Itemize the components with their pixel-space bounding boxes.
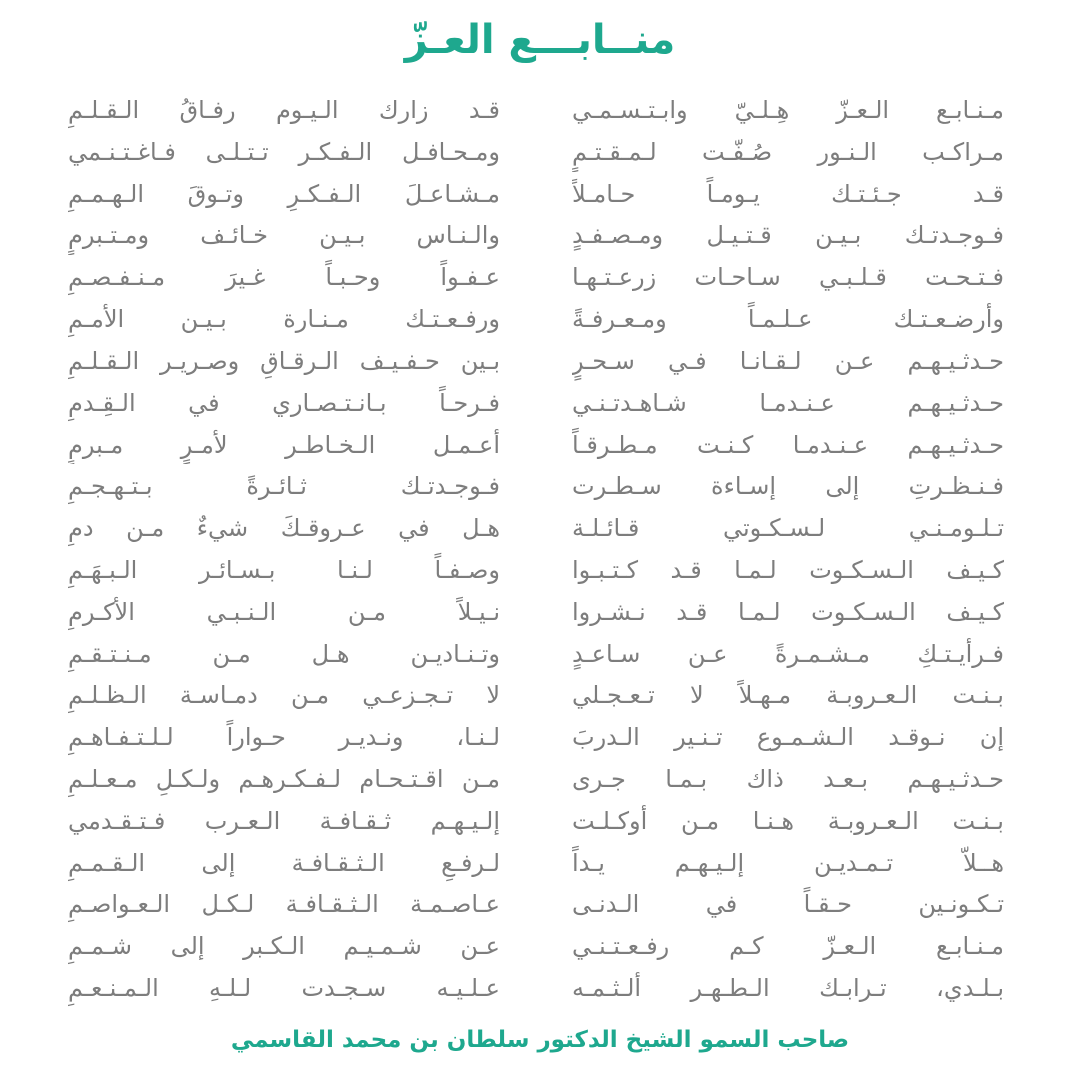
left-verse-line-15: لا تـجـزعـي مـن دمـاسـة الـظـلـمِ [68, 681, 500, 710]
poem-left-column [68, 88, 500, 1008]
right-verse-line-2: مـراكـب الـنـور صُـفّـت لـمـقـتـمٍ [572, 137, 1004, 166]
right-verse-line-8: حـدثـيـهـم عـنـدمـا شـاهـدتـنـي [572, 388, 1004, 417]
right-verse-line-18: بـنـت الـعـروبـة هـنـا مـن أوكـلـت [572, 806, 1004, 835]
right-verse-line-9: حـدثـيـهـم عـنـدمـا كـنـت مـطـرقـاً [572, 430, 1004, 459]
left-verse-line-20: عـاصـمـة الـثـقـافـة لـكـل الـعـواصـمِ [68, 890, 500, 919]
left-verse-line-5: عـفـواً وحـبـاً غـيرَ مـنـفـصـمِ [68, 263, 500, 292]
left-verse-line-12: وصـفـاً لـنـا بـسـائـر الـبـهَـمِ [68, 555, 500, 584]
left-verse-line-14: وتـنـاديـن هـل مـن مـنـتـقـمِ [68, 639, 500, 668]
right-verse-line-10: فـنـظـرتِ إلى إسـاءة سـطـرت [572, 472, 1004, 501]
right-verse-line-7: حـدثـيـهـم عـن لـقـانـا فـي سـحـرٍ [572, 346, 1004, 375]
left-verse-line-21: عـن شـمـيـم الـكـبر إلى شـمـمِ [68, 932, 500, 961]
left-verse-line-16: لـنـا، ونـديـر حـواراً لـلـتـفـاهـمِ [68, 723, 500, 752]
left-verse-line-19: لـرفـعِ الـثـقـافـة إلى الـقـمـمِ [68, 848, 500, 877]
left-verse-line-2: ومـحـافـل الـفـكـر تـتـلـى فـاغـتـنـمي [68, 137, 500, 166]
right-verse-line-3: قـد جـئـتـك يـومـاً حـامـلاً [572, 179, 1004, 208]
left-verse-line-13: نـيـلاً مـن الـنـبـي الأكـرمِ [68, 597, 500, 626]
left-verse-line-4: والـنـاس بـيـن خـائـف ومـتـبرمٍ [68, 221, 500, 250]
right-verse-line-6: وأرضـعـتـك عـلـمـاً ومـعـرفـةً [572, 305, 1004, 334]
left-verse-line-3: مـشـاعـلَ الـفـكـرِ وتـوقَ الـهـمـمِ [68, 179, 500, 208]
right-verse-line-15: بـنـت الـعـروبـة مـهـلاً لا تـعـجـلي [572, 681, 1004, 710]
poem-right-column [572, 88, 1004, 1008]
right-verse-line-14: فـرأيـتـكِ مـشـمـرةً عـن سـاعـدٍ [572, 639, 1004, 668]
left-verse-line-17: مـن اقـتـحـام لـفـكـرهـم ولـكـلِ مـعـلـمِ [68, 765, 500, 793]
left-verse-line-8: فـرحـاً بـانـتـصـاري في الـقِـدمِ [68, 388, 500, 417]
left-verse-line-9: أعـمـل الـخـاطـر لأمـرٍ مـبرمٍ [68, 430, 500, 459]
left-verse-line-1: قـد زارك الـيـوم رفـاقُ الـقـلـمِ [68, 96, 500, 124]
right-verse-line-20: تـكـونـين حـقـاً في الـدنـى [572, 890, 1004, 919]
left-verse-line-11: هـل في عـروقـكَ شيءٌ مـن دمِ [68, 514, 500, 543]
poem-author: صاحب السمو الشيخ الدكتور سلطان بن محمد القاسمي [230, 1027, 850, 1053]
right-verse-line-16: إن نـوقـد الـشـمـوع تـنـير الـدربَ [572, 723, 1004, 752]
right-verse-line-21: مـنـابـع الـعـزّ كـم رفـعـتـنـي [572, 932, 1004, 961]
left-verse-line-22: عـلـيـه سـجـدت لـلـهِ الـمـنـعـمِ [68, 974, 500, 1003]
left-verse-line-10: فـوجـدتـك ثـائـرةً بـتـهـجـمِ [68, 472, 500, 501]
left-verse-line-7: بـين حـفـيـف الـرقـاقِ وصـريـر الـقـلـمِ [68, 346, 500, 375]
right-verse-line-11: تـلـومـنـي لـسـكـوتي قـائـلـة [572, 514, 1004, 543]
right-verse-line-19: هــلاّ تـمـديـن إلـيـهـم يـداً [572, 848, 1004, 877]
right-verse-line-5: فـتـحـت قـلـبـي سـاحـات زرعـتـهـا [572, 263, 1004, 292]
right-verse-line-13: كـيـف الـسـكـوت لـمـا قـد نـشـروا [572, 597, 1004, 626]
right-verse-line-12: كـيـف الـسـكـوت لـمـا قـد كـتـبـوا [572, 555, 1004, 584]
right-verse-line-22: بـلـدي، تـرابـك الـطـهـر ألـثـمـه [572, 974, 1004, 1003]
right-verse-line-1: مـنـابـع الـعـزّ هِـلـيّ وابـتـسـمـي [572, 96, 1004, 124]
poem-title: منــابـــع العـزّ [404, 17, 676, 63]
right-verse-line-4: فـوجـدتـك بـيـن قـتـيـل ومـصـفـدٍ [572, 221, 1004, 250]
right-verse-line-17: حـدثـيـهـم بـعـد ذاك بـمـا جـرى [572, 765, 1004, 793]
left-verse-line-6: ورفـعـتـك مـنـارة بـيـن الأمـمِ [68, 305, 500, 334]
left-verse-line-18: إلـيـهـم ثـقـافـة الـعـرب فـتـقـدمي [68, 806, 500, 835]
